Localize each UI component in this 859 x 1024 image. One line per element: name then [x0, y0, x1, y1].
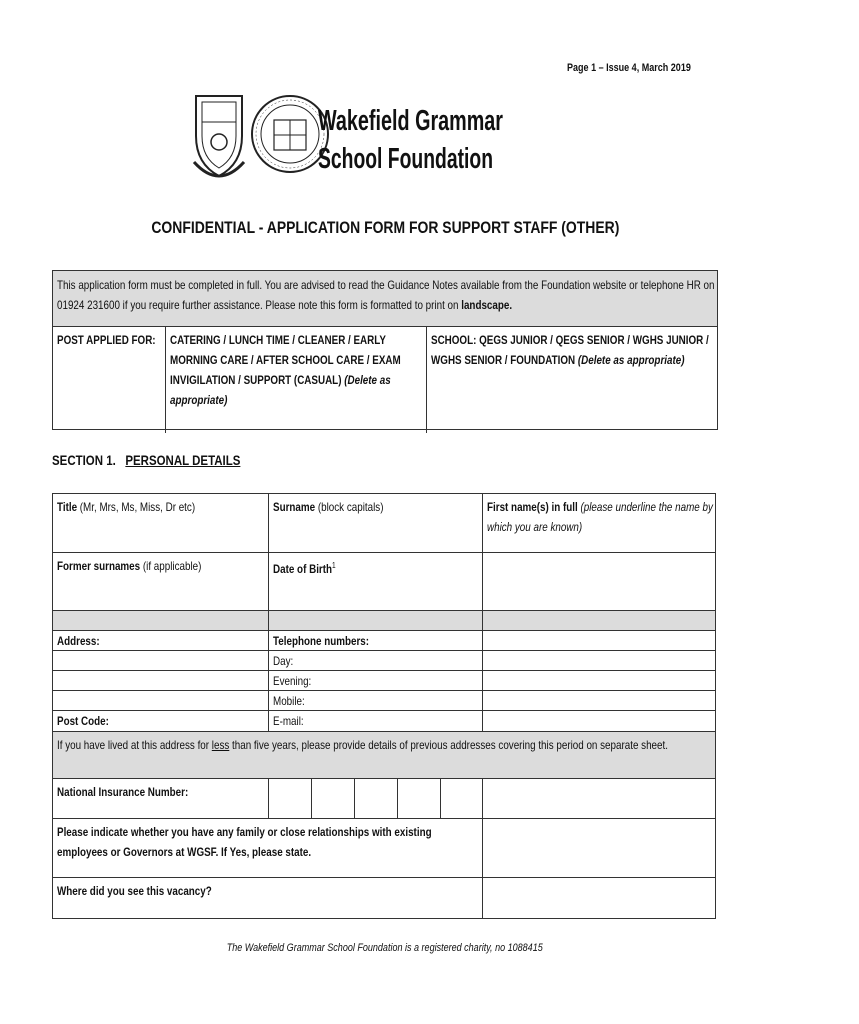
email-field[interactable]: E-mail:	[268, 711, 482, 731]
page-reference: Page 1 – Issue 4, March 2019	[566, 62, 691, 74]
postcode-field[interactable]: Post Code:	[57, 714, 109, 728]
svg-text:Wakefield Grammar: Wakefield Grammar	[318, 105, 503, 137]
address-line[interactable]	[53, 691, 268, 710]
address-cell[interactable]	[482, 651, 715, 670]
blank-cell	[482, 553, 715, 610]
post-applied-label: POST APPLIED FOR:	[53, 327, 166, 433]
former-surnames-field[interactable]: Former surnames (if applicable)	[57, 559, 202, 573]
intro-box	[52, 270, 718, 430]
relationships-answer[interactable]	[482, 819, 715, 877]
vacancy-source-answer[interactable]	[482, 878, 715, 918]
telephone-label: Telephone numbers:	[268, 631, 482, 650]
address-cell[interactable]	[482, 671, 715, 690]
intro-instructions: This application form must be completed in full. You are advised to read the Guidance Notes available from the Foundation website or telephone HR on 01924 231600 if you require further assistance. Please note this form is formatted to print on landscape.	[53, 271, 717, 327]
ni-box-3[interactable]	[354, 779, 397, 818]
title-field[interactable]: Title (Mr, Mrs, Ms, Miss, Dr etc)	[57, 500, 196, 514]
spacer-cell	[53, 611, 268, 630]
foundation-logo	[190, 92, 505, 190]
address-cell[interactable]	[482, 711, 715, 731]
first-names-field[interactable]: First name(s) in full (please underline the name by which you are known)	[482, 494, 715, 552]
ni-number-label: National Insurance Number:	[57, 785, 189, 799]
phone-day-field[interactable]: Day:	[268, 651, 482, 670]
address-label[interactable]: Address:	[57, 634, 100, 648]
section-heading: SECTION 1. PERSONAL DETAILS	[52, 452, 241, 468]
surname-field[interactable]: Surname (block capitals)	[268, 494, 482, 552]
address-cell[interactable]	[482, 691, 715, 710]
school-options[interactable]: SCHOOL: QEGS JUNIOR / QEGS SENIOR / WGHS JUNIOR / WGHS SENIOR / FOUNDATION (Delete as appropriate)	[431, 333, 709, 367]
ni-box-2[interactable]	[311, 779, 354, 818]
date-of-birth-field[interactable]: Date of Birth$^1$	[268, 553, 482, 610]
svg-text:School Foundation: School Foundation	[318, 143, 493, 175]
previous-address-note: If you have lived at this address for less than five years, please provide details of previous addresses covering this period on separate sheet.	[57, 738, 668, 752]
ni-box-1[interactable]	[268, 779, 311, 818]
address-line[interactable]	[53, 651, 268, 670]
address-line[interactable]	[53, 671, 268, 690]
school-crest-right	[252, 96, 328, 172]
ni-box-4[interactable]	[397, 779, 440, 818]
charity-footer: The Wakefield Grammar School Foundation is a registered charity, no 1088415	[226, 942, 544, 954]
phone-evening-field[interactable]: Evening:	[268, 671, 482, 690]
form-title: CONFIDENTIAL - APPLICATION FORM FOR SUPPORT STAFF (OTHER)	[150, 218, 619, 237]
relationships-question: Please indicate whether you have any family or close relationships with existing employees or Governors at WGSF. If Yes, please state.	[57, 825, 432, 859]
ni-box-5[interactable]	[440, 779, 482, 818]
ni-box-6[interactable]	[482, 779, 715, 818]
spacer-cell	[268, 611, 482, 630]
address-cell[interactable]	[482, 631, 715, 650]
phone-mobile-field[interactable]: Mobile:	[268, 691, 482, 710]
school-crest-left	[194, 96, 244, 176]
spacer-cell	[482, 611, 715, 630]
vacancy-source-question: Where did you see this vacancy?	[57, 884, 212, 898]
post-options[interactable]: CATERING / LUNCH TIME / CLEANER / EARLY MORNING CARE / AFTER SCHOOL CARE / EXAM INVIGILATION / SUPPORT (CASUAL) (Delete as appropriate)	[166, 327, 427, 433]
